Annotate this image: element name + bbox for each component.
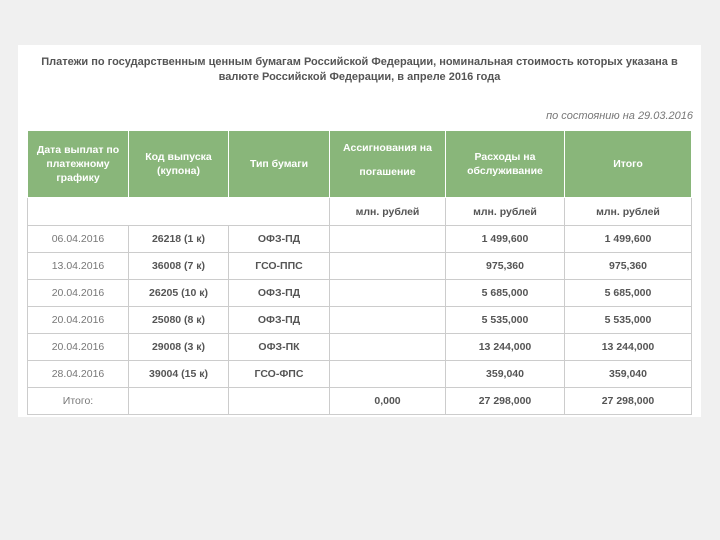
cell-total: 359,040 — [565, 361, 692, 388]
cell-date: 28.04.2016 — [28, 361, 129, 388]
table-row — [28, 226, 692, 253]
header-total: Итого — [565, 131, 692, 198]
unit-total: млн. рублей — [565, 198, 692, 226]
cell-date: 20.04.2016 — [28, 334, 129, 361]
cell-total: 5 685,000 — [565, 280, 692, 307]
document-title — [18, 55, 701, 85]
total-type-empty — [229, 388, 330, 415]
cell-total: 1 499,600 — [565, 226, 692, 253]
header-row — [28, 131, 692, 198]
cell-type: ОФЗ-ПК — [229, 334, 330, 361]
cell-total: 975,360 — [565, 253, 692, 280]
unit-redemption: млн. рублей — [330, 198, 446, 226]
total-label: Итого: — [28, 388, 129, 415]
title-line-2: валюте Российской Федерации, в апреле 2016 года — [218, 71, 501, 83]
title-line-1: Платежи по государственным ценным бумагам Российской Федерации, номинальная стоимость которых указана в — [41, 56, 678, 68]
table-row — [28, 280, 692, 307]
cell-code: 26205 (10 к) — [129, 280, 229, 307]
cell-redemption — [330, 226, 446, 253]
units-blank — [28, 198, 330, 226]
cell-total: 13 244,000 — [565, 334, 692, 361]
header-service: Расходы на обслуживание — [446, 131, 565, 198]
total-code-empty — [129, 388, 229, 415]
header-redemption-line-1: Ассигнования на — [343, 142, 432, 154]
header-date: Дата выплат по платежному графику — [28, 131, 129, 198]
cell-date: 20.04.2016 — [28, 280, 129, 307]
cell-code: 25080 (8 к) — [129, 307, 229, 334]
units-row — [28, 198, 692, 226]
cell-total: 5 535,000 — [565, 307, 692, 334]
cell-redemption — [330, 361, 446, 388]
cell-service: 5 685,000 — [446, 280, 565, 307]
cell-code: 29008 (3 к) — [129, 334, 229, 361]
total-service: 27 298,000 — [446, 388, 565, 415]
payments-table — [27, 130, 692, 415]
cell-service: 359,040 — [446, 361, 565, 388]
cell-code: 39004 (15 к) — [129, 361, 229, 388]
cell-date: 20.04.2016 — [28, 307, 129, 334]
table-row — [28, 307, 692, 334]
total-row — [28, 388, 692, 415]
cell-redemption — [330, 253, 446, 280]
cell-service: 13 244,000 — [446, 334, 565, 361]
cell-redemption — [330, 307, 446, 334]
as-of-date: по состоянию на 29.03.2016 — [546, 110, 693, 122]
cell-date: 13.04.2016 — [28, 253, 129, 280]
cell-date: 06.04.2016 — [28, 226, 129, 253]
cell-code: 36008 (7 к) — [129, 253, 229, 280]
cell-type: ОФЗ-ПД — [229, 280, 330, 307]
total-redemption: 0,000 — [330, 388, 446, 415]
header-type: Тип бумаги — [229, 131, 330, 198]
cell-service: 975,360 — [446, 253, 565, 280]
cell-service: 5 535,000 — [446, 307, 565, 334]
cell-type: ГСО-ФПС — [229, 361, 330, 388]
cell-type: ОФЗ-ПД — [229, 307, 330, 334]
total-total: 27 298,000 — [565, 388, 692, 415]
document-page — [18, 45, 701, 417]
unit-service: млн. рублей — [446, 198, 565, 226]
cell-service: 1 499,600 — [446, 226, 565, 253]
cell-code: 26218 (1 к) — [129, 226, 229, 253]
cell-type: ОФЗ-ПД — [229, 226, 330, 253]
header-redemption — [330, 131, 446, 198]
cell-redemption — [330, 334, 446, 361]
table-row — [28, 334, 692, 361]
cell-type: ГСО-ППС — [229, 253, 330, 280]
cell-redemption — [330, 280, 446, 307]
header-redemption-line-2: погашение — [359, 166, 416, 178]
table-row — [28, 253, 692, 280]
table-row — [28, 361, 692, 388]
header-code: Код выпуска (купона) — [129, 131, 229, 198]
